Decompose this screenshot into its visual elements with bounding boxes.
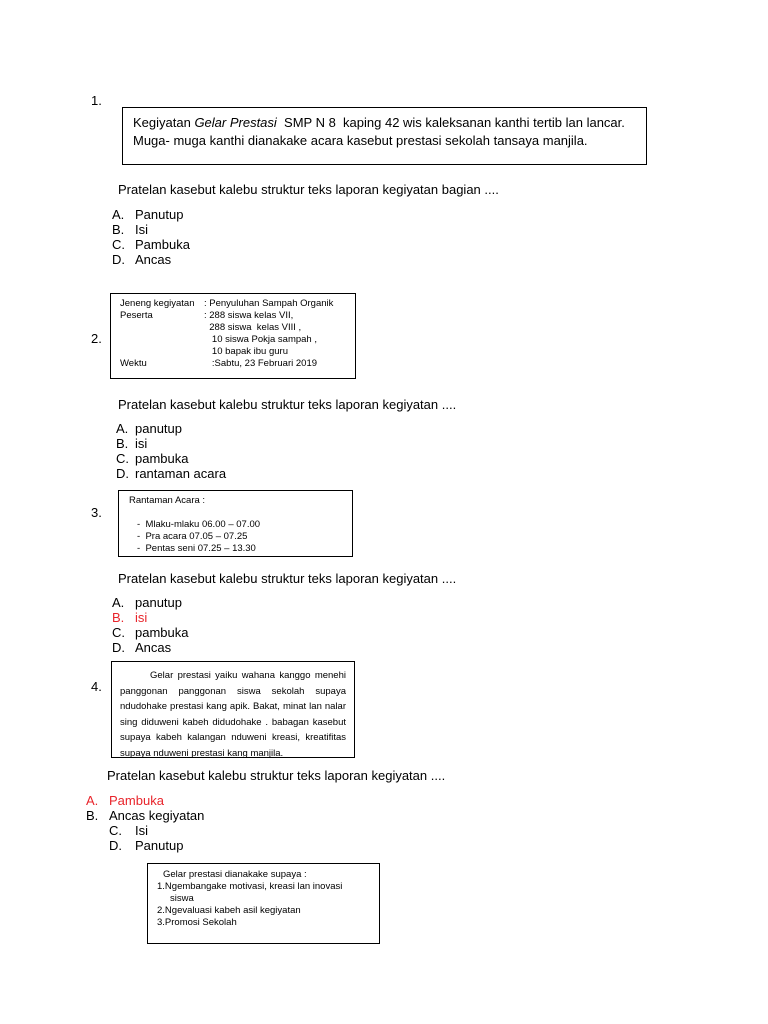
option-letter: D.	[109, 838, 122, 853]
question-2-prompt: Pratelan kasebut kalebu struktur teks laporan kegiyatan ....	[118, 397, 457, 412]
q2-row-value: 288 siswa kelas VIII ,	[204, 322, 302, 333]
q2-info-row	[120, 310, 346, 322]
option-letter: A.	[86, 793, 99, 808]
option-text: panutup	[135, 595, 182, 610]
option-text: Ancas	[135, 640, 172, 655]
q3-schedule-item: - Pra acara 07.05 – 07.25	[137, 531, 342, 543]
option-text: isi	[135, 610, 148, 625]
question-4-options-cd	[109, 823, 183, 853]
question-5-purpose-box	[147, 863, 380, 944]
q5-box-item: siswa	[170, 893, 194, 904]
option-text: Ancas kegiyatan	[109, 808, 205, 823]
q2-info-row	[120, 346, 346, 358]
q2-row-value: : 288 siswa kelas VII,	[204, 310, 294, 321]
question-4-prompt: Pratelan kasebut kalebu struktur teks laporan kegiyatan ....	[107, 768, 446, 783]
option-letter: B.	[112, 610, 125, 625]
question-2-options	[116, 421, 226, 481]
q2-info-row	[120, 298, 346, 310]
q3-box-title: Rantaman Acara :	[129, 495, 206, 506]
option-letter: C.	[112, 237, 125, 252]
option-letter: C.	[109, 823, 122, 838]
option-letter: A.	[112, 207, 125, 222]
question-4-number: 4.	[91, 679, 102, 694]
q3-option-c[interactable]	[112, 625, 188, 640]
q4-box-paragraph: Gelar prestasi yaiku wahana kanggo menehi panggonan panggonan siswa sekolah supaya ndudohake prestasi kang apik. Bakat, minat lan nalar sing diduweni kabeh didudohake . babagan kasebut supaya kabeh kalangan nduweni kreasi, kreatifitas supaya nduweni prestasi kang manjila.	[120, 670, 346, 759]
q4-option-c[interactable]	[109, 823, 183, 838]
option-text: Ancas	[135, 252, 172, 267]
q2-row-value: :Sabtu, 23 Februari 2019	[204, 358, 318, 369]
option-letter: D.	[112, 640, 125, 655]
option-text: Isi	[135, 823, 148, 838]
option-text: Panutup	[135, 838, 184, 853]
option-text: Pambuka	[135, 237, 190, 252]
question-3-options	[112, 595, 188, 655]
q1-box-line-1-end: SMP N 8 kaping 42 wis kaleksanan kanthi tertib lan lancar.	[276, 115, 625, 130]
option-letter: C.	[116, 451, 129, 466]
q2-option-c[interactable]	[116, 451, 226, 466]
q1-box-line-2: Muga- muga kanthi dianakake acara kasebut prestasi sekolah tansaya manjila.	[133, 133, 588, 148]
q2-option-a[interactable]	[116, 421, 226, 436]
q2-row-label	[120, 322, 204, 334]
question-3-schedule-box	[118, 490, 353, 557]
q2-info-row	[120, 322, 346, 334]
option-letter: D.	[112, 252, 125, 267]
q2-row-label: Peserta	[120, 310, 153, 321]
q1-option-c[interactable]	[112, 237, 190, 252]
q1-option-d[interactable]	[112, 252, 190, 267]
q4-option-a-highlighted[interactable]	[86, 793, 204, 808]
q2-row-label: Wektu	[120, 358, 147, 369]
q4-option-b[interactable]	[86, 808, 204, 823]
option-text: Isi	[135, 222, 148, 237]
q2-row-value: : Penyuluhan Sampah Organik	[204, 298, 334, 309]
q1-option-b[interactable]	[112, 222, 190, 237]
question-2-number: 2.	[91, 331, 102, 346]
option-text: pambuka	[135, 451, 189, 466]
q5-box-title: Gelar prestasi dianakake supaya :	[163, 869, 307, 880]
q1-box-line-1-italic: Gelar Prestasi	[194, 115, 277, 130]
q2-row-value: 10 bapak ibu guru	[204, 346, 288, 357]
question-3-prompt: Pratelan kasebut kalebu struktur teks laporan kegiyatan ....	[118, 571, 457, 586]
q1-box-line-1	[133, 114, 636, 132]
q2-option-d[interactable]	[116, 466, 226, 481]
q2-row-label	[120, 346, 204, 358]
option-letter: C.	[112, 625, 125, 640]
question-1-options	[112, 207, 190, 267]
q3-option-b-highlighted[interactable]	[112, 610, 188, 625]
question-4-paragraph-box	[111, 661, 355, 758]
q2-info-row	[120, 358, 346, 370]
option-text: panutup	[135, 421, 182, 436]
option-letter: D.	[116, 466, 129, 481]
q4-option-d[interactable]	[109, 838, 183, 853]
question-1-prompt: Pratelan kasebut kalebu struktur teks laporan kegiyatan bagian ....	[118, 182, 499, 197]
q2-info-row	[120, 334, 346, 346]
q1-box-line-1-start: Kegiyatan	[133, 115, 195, 130]
option-text: Pambuka	[109, 793, 164, 808]
option-letter: B.	[86, 808, 99, 823]
q3-schedule-list	[129, 519, 342, 555]
option-letter: A.	[112, 595, 125, 610]
q3-option-d[interactable]	[112, 640, 188, 655]
q3-schedule-item: - Pentas seni 07.25 – 13.30	[137, 543, 342, 555]
option-text: Panutup	[135, 207, 184, 222]
q3-option-a[interactable]	[112, 595, 188, 610]
option-letter: A.	[116, 421, 129, 436]
q3-schedule-item: - Mlaku-mlaku 06.00 – 07.00	[137, 519, 342, 531]
question-3-number: 3.	[91, 505, 102, 520]
q1-option-a[interactable]	[112, 207, 190, 222]
option-text: rantaman acara	[135, 466, 227, 481]
q5-box-item: 1.Ngembangake motivasi, kreasi lan inovasi	[157, 881, 343, 892]
question-4-options-ab	[86, 793, 204, 823]
option-letter: B.	[112, 222, 125, 237]
question-1-text-box	[122, 107, 647, 165]
q5-box-item: 3.Promosi Sekolah	[157, 917, 237, 928]
question-1-number: 1.	[91, 93, 102, 108]
q2-option-b[interactable]	[116, 436, 226, 451]
q2-row-label	[120, 334, 204, 346]
option-text: pambuka	[135, 625, 189, 640]
option-text: isi	[135, 436, 148, 451]
question-2-info-box	[110, 293, 356, 379]
q2-row-label: Jeneng kegiyatan	[120, 298, 195, 309]
q5-box-item: 2.Ngevaluasi kabeh asil kegiyatan	[157, 905, 301, 916]
q2-row-value: 10 siswa Pokja sampah ,	[204, 334, 317, 345]
option-letter: B.	[116, 436, 129, 451]
